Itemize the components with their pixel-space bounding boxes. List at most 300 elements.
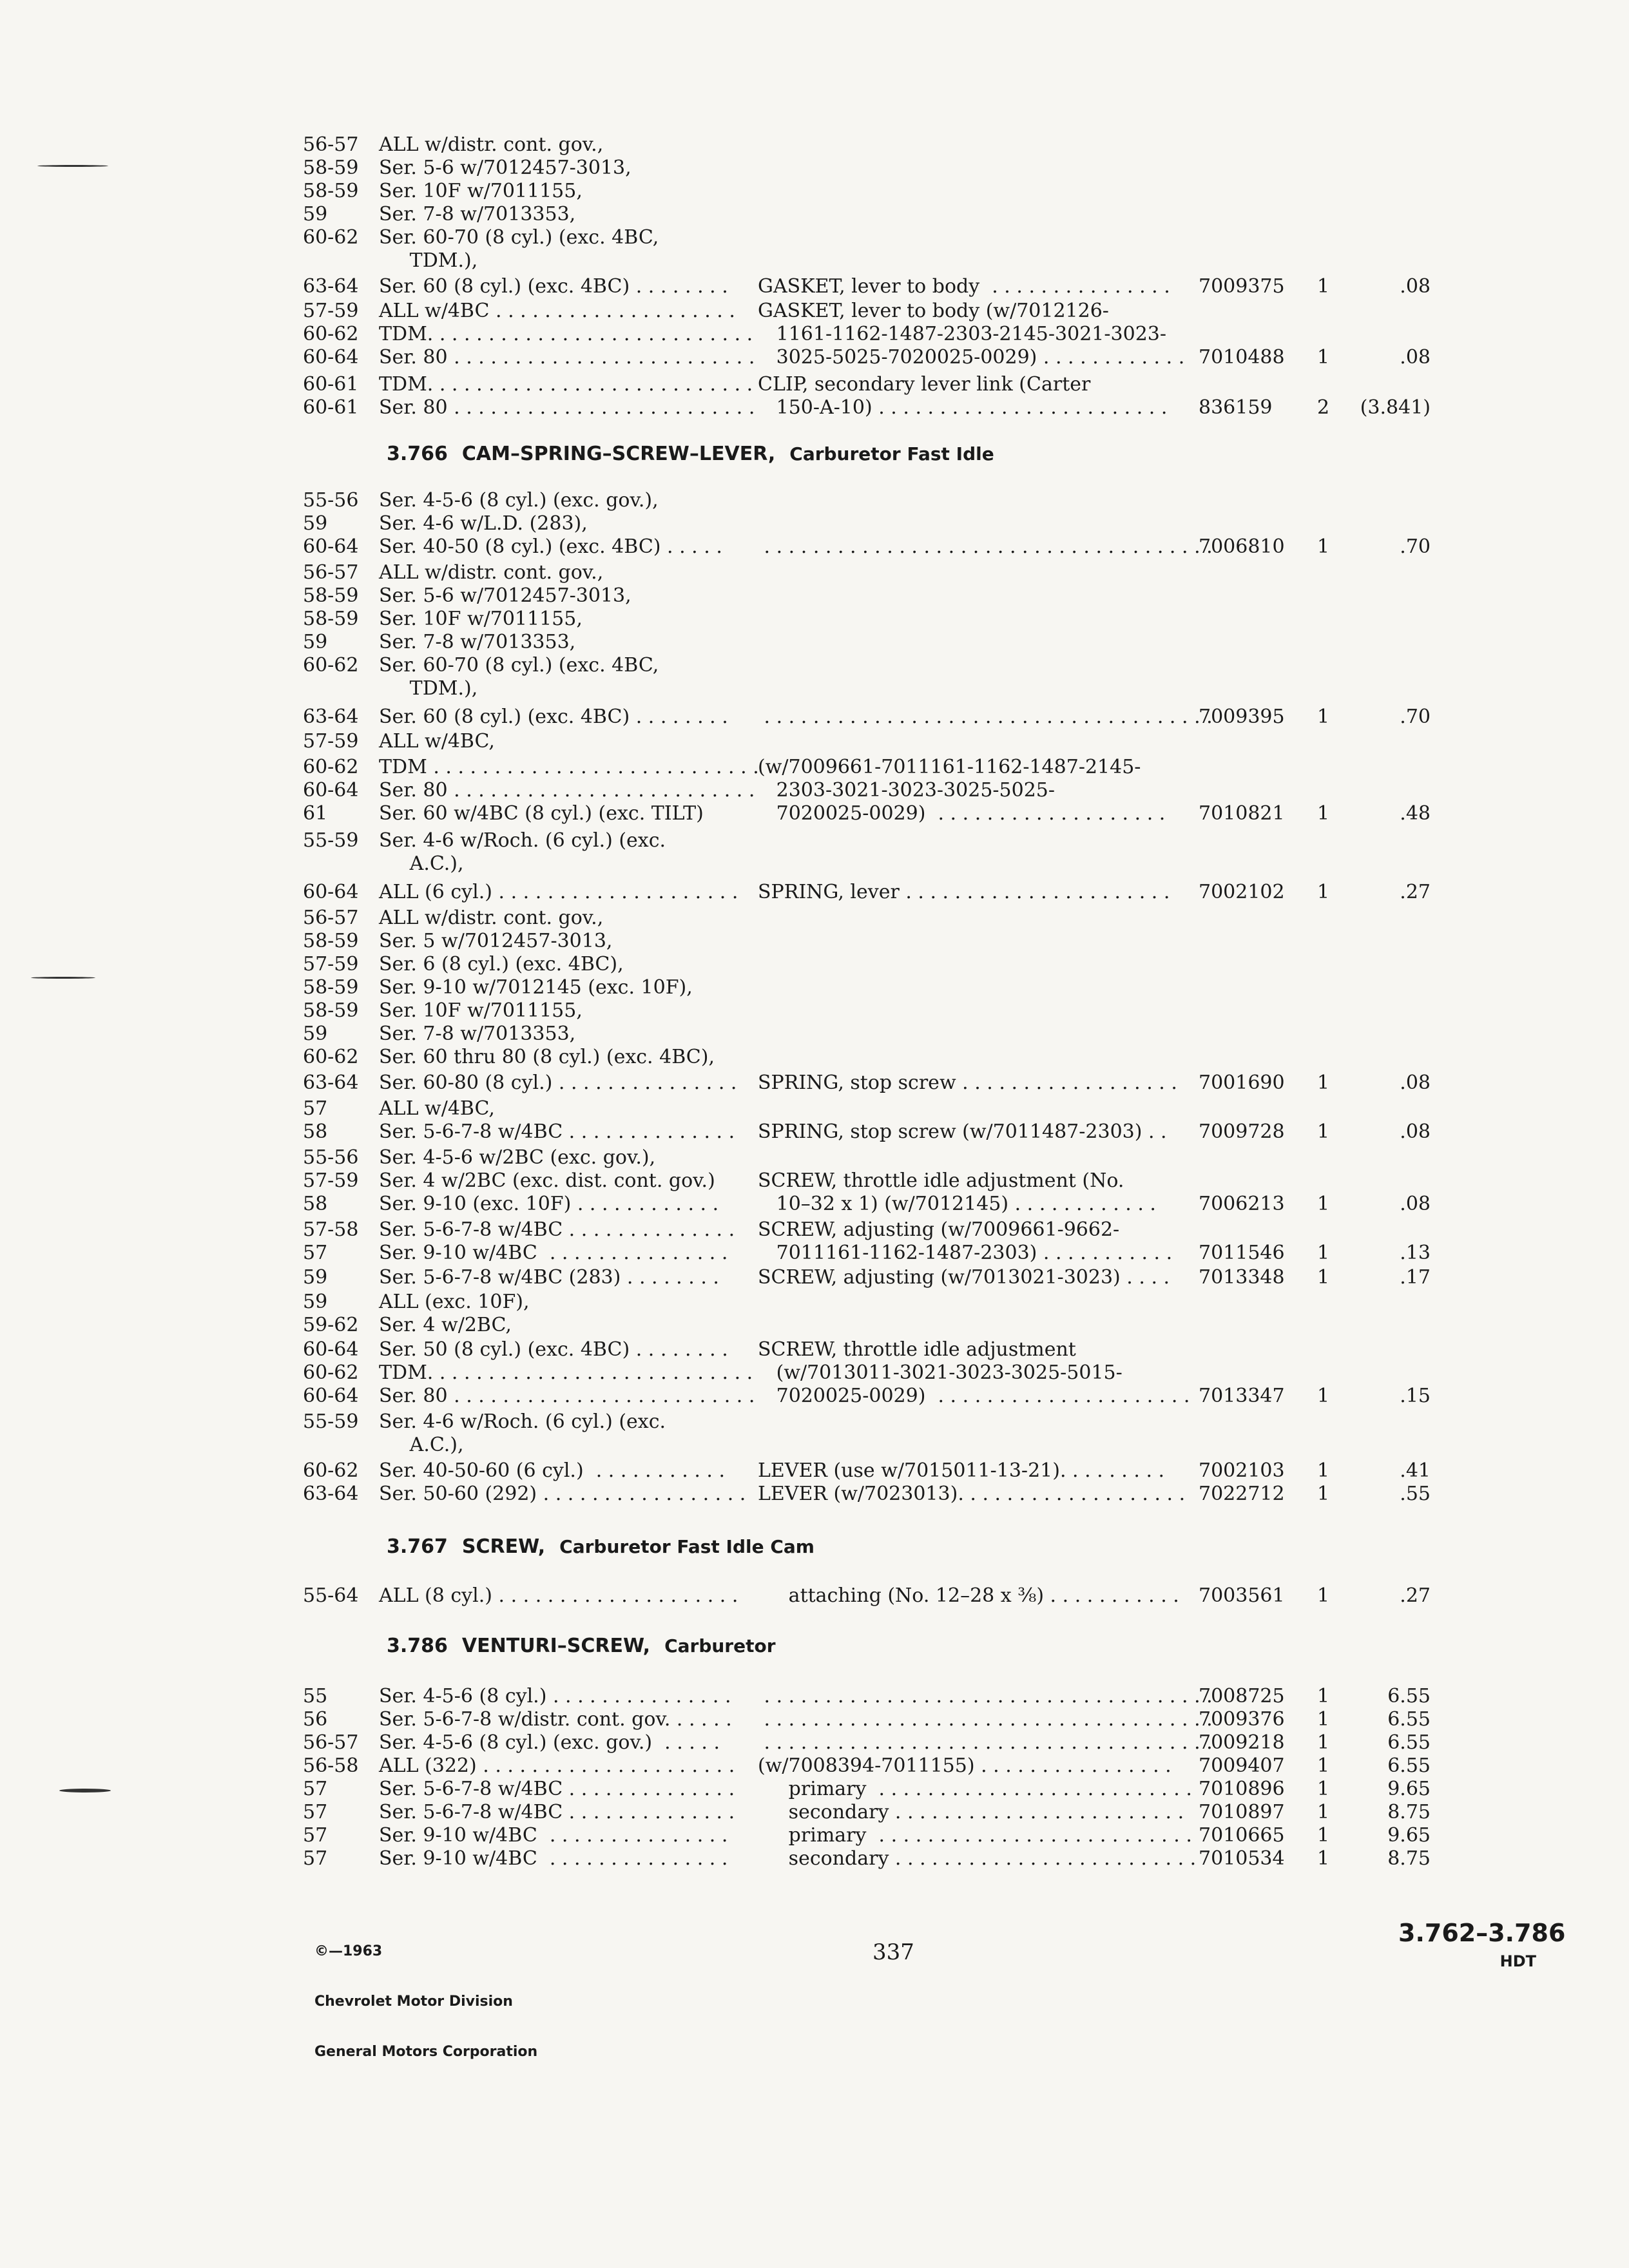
application-cell: ALL (322) . . . . . . . . . . . . . . . . . . . . .: [379, 1754, 735, 1777]
part-number-cell: 7009395: [1199, 706, 1285, 728]
part-row: [0, 801, 1629, 827]
part-row: [0, 1753, 1629, 1779]
part-number-cell: 7009407: [1199, 1754, 1285, 1777]
application-cell: Ser. 4-6 w/Roch. (6 cyl.) (exc.: [379, 1410, 666, 1433]
application-cell: Ser. 60 (8 cyl.) (exc. 4BC) . . . . . . . .: [379, 706, 728, 728]
part-name-cell: 10–32 x 1) (w/7012145) . . . . . . . . . . . .: [758, 1193, 1156, 1215]
part-number-cell: 7009376: [1199, 1708, 1285, 1731]
year-cell: 60-64: [303, 881, 359, 903]
price-cell: 9.65: [1387, 1824, 1431, 1847]
application-cell: Ser. 5-6-7-8 w/4BC . . . . . . . . . . . . . .: [379, 1218, 735, 1241]
year-cell: 59: [303, 203, 328, 226]
part-name-cell: SCREW, adjusting (w/7009661-9662-: [758, 1218, 1120, 1241]
price-cell: 6.55: [1387, 1754, 1431, 1777]
application-cell: TDM.),: [379, 677, 478, 700]
part-row: [0, 952, 1629, 977]
price-cell: 9.65: [1387, 1778, 1431, 1800]
year-cell: 59: [303, 631, 328, 653]
quantity-cell: 1: [1317, 1778, 1330, 1800]
part-row: [0, 274, 1629, 300]
part-row: [0, 1265, 1629, 1291]
year-cell: 56-57: [303, 1731, 359, 1754]
part-row: [0, 1217, 1629, 1243]
part-name-cell: 7020025-0029) . . . . . . . . . . . . . . . . . . .: [758, 802, 1166, 825]
part-row: [0, 1776, 1629, 1802]
price-cell: .27: [1400, 1584, 1431, 1607]
quantity-cell: 1: [1317, 1266, 1330, 1289]
application-cell: Ser. 7-8 w/7013353,: [379, 1023, 576, 1045]
part-row: [0, 1432, 1629, 1458]
year-cell: 55-56: [303, 1146, 359, 1169]
year-cell: 57: [303, 1847, 328, 1870]
part-number-cell: 7010488: [1199, 346, 1285, 369]
part-row: [0, 998, 1629, 1024]
part-name-cell: SCREW, throttle idle adjustment: [758, 1338, 1076, 1361]
part-row: [0, 345, 1629, 370]
quantity-cell: 1: [1317, 1120, 1330, 1143]
part-number-cell: 7010665: [1199, 1824, 1285, 1847]
part-name-cell: SPRING, stop screw . . . . . . . . . . . . . . . . . .: [758, 1072, 1177, 1094]
part-row: [0, 298, 1629, 324]
quantity-cell: 1: [1317, 802, 1330, 825]
year-cell: 56-57: [303, 907, 359, 929]
year-cell: 60-62: [303, 654, 359, 677]
part-number-cell: 7009375: [1199, 275, 1285, 298]
part-row: [0, 905, 1629, 931]
year-cell: 60-62: [303, 323, 359, 345]
application-cell: Ser. 80 . . . . . . . . . . . . . . . . . . . . . . . . .: [379, 346, 755, 369]
year-cell: 58-59: [303, 976, 359, 999]
price-cell: 8.75: [1387, 1847, 1431, 1870]
price-cell: .08: [1400, 1072, 1431, 1094]
part-row: [0, 729, 1629, 754]
application-cell: ALL (6 cyl.) . . . . . . . . . . . . . . . . . . . .: [379, 881, 738, 903]
year-cell: 57-59: [303, 1169, 359, 1192]
part-row: [0, 928, 1629, 954]
part-name-cell: . . . . . . . . . . . . . . . . . . . . . . . . . . . . . . . . . . . . .: [758, 535, 1213, 558]
price-cell: 6.55: [1387, 1708, 1431, 1731]
part-name-cell: 7011161-1162-1487-2303) . . . . . . . . . . .: [758, 1242, 1173, 1264]
part-number-cell: 7008725: [1199, 1685, 1285, 1707]
part-row: [0, 155, 1629, 181]
part-number-cell: 7013347: [1199, 1385, 1285, 1407]
year-cell: 60-61: [303, 396, 359, 419]
part-name-cell: 2303-3021-3023-3025-5025-: [758, 779, 1055, 802]
part-row: [0, 395, 1629, 421]
price-cell: .15: [1400, 1385, 1431, 1407]
section-subtitle: Carburetor Fast Idle: [789, 443, 994, 465]
application-cell: ALL (8 cyl.) . . . . . . . . . . . . . . . . . . . .: [379, 1584, 738, 1607]
part-name-cell: SCREW, adjusting (w/7013021-3023) . . . .: [758, 1266, 1170, 1289]
application-cell: Ser. 5-6-7-8 w/4BC . . . . . . . . . . . . . .: [379, 1778, 735, 1800]
quantity-cell: 1: [1317, 1824, 1330, 1847]
part-name-cell: SPRING, lever . . . . . . . . . . . . . . . . . . . . . .: [758, 881, 1170, 903]
application-cell: Ser. 4-5-6 (8 cyl.) (exc. gov.),: [379, 489, 659, 512]
part-name-cell: primary . . . . . . . . . . . . . . . . . . . . . . . . . .: [758, 1778, 1192, 1800]
section-subtitle: Carburetor: [664, 1635, 776, 1657]
price-cell: 6.55: [1387, 1685, 1431, 1707]
year-cell: 63-64: [303, 1072, 359, 1094]
year-cell: 57: [303, 1778, 328, 1800]
application-cell: Ser. 5-6-7-8 w/4BC . . . . . . . . . . . . . .: [379, 1120, 735, 1143]
part-row: [0, 248, 1629, 274]
part-row: [0, 1707, 1629, 1733]
year-cell: 59-62: [303, 1314, 359, 1336]
application-cell: TDM.),: [379, 249, 478, 272]
application-cell: Ser. 9-10 w/7012145 (exc. 10F),: [379, 976, 693, 999]
price-cell: .08: [1400, 275, 1431, 298]
part-name-cell: CLIP, secondary lever link (Carter: [758, 373, 1091, 396]
year-cell: 59: [303, 1266, 328, 1289]
year-cell: 58-59: [303, 584, 359, 607]
quantity-cell: 1: [1317, 1072, 1330, 1094]
footer-copyright: [314, 1910, 537, 2094]
part-number-cell: 7022712: [1199, 1483, 1285, 1505]
part-name-cell: secondary . . . . . . . . . . . . . . . . . . . . . . . . .: [758, 1847, 1197, 1870]
part-row: [0, 178, 1629, 204]
application-cell: Ser. 4-5-6 (8 cyl.) . . . . . . . . . . . . . . .: [379, 1685, 731, 1707]
part-name-cell: LEVER (use w/7015011-13-21). . . . . . . . .: [758, 1459, 1165, 1482]
year-cell: 57-59: [303, 730, 359, 753]
year-cell: 57: [303, 1801, 328, 1823]
year-cell: 60-64: [303, 779, 359, 802]
quantity-cell: 2: [1317, 396, 1330, 419]
margin-punch-mark: [37, 165, 108, 167]
quantity-cell: 1: [1317, 1708, 1330, 1731]
application-cell: Ser. 9-10 w/4BC . . . . . . . . . . . . . . .: [379, 1824, 728, 1847]
part-row: [0, 1240, 1629, 1266]
application-cell: ALL w/4BC,: [379, 1097, 495, 1120]
year-cell: 60-62: [303, 226, 359, 249]
part-name-cell: SPRING, stop screw (w/7011487-2303) . .: [758, 1120, 1167, 1143]
section-number: 3.786: [387, 1635, 448, 1657]
application-cell: Ser. 5 w/7012457-3013,: [379, 930, 613, 952]
year-cell: 57-59: [303, 300, 359, 322]
part-row: [0, 851, 1629, 877]
part-row: [0, 1481, 1629, 1507]
part-row: [0, 560, 1629, 586]
part-row: [0, 879, 1629, 905]
application-cell: Ser. 40-50-60 (6 cyl.) . . . . . . . . . . .: [379, 1459, 725, 1482]
part-number-cell: 7010534: [1199, 1847, 1285, 1870]
application-cell: Ser. 10F w/7011155,: [379, 999, 583, 1022]
part-row: [0, 202, 1629, 227]
part-row: [0, 1684, 1629, 1709]
application-cell: Ser. 10F w/7011155,: [379, 608, 583, 630]
year-cell: 60-62: [303, 1459, 359, 1482]
application-cell: Ser. 7-8 w/7013353,: [379, 203, 576, 226]
year-cell: 59: [303, 1023, 328, 1045]
year-cell: 55: [303, 1685, 328, 1707]
application-cell: Ser. 60-80 (8 cyl.) . . . . . . . . . . . . . . .: [379, 1072, 737, 1094]
part-name-cell: (w/7009661-7011161-1162-1487-2145-: [758, 756, 1141, 778]
part-row: [0, 1312, 1629, 1338]
application-cell: Ser. 4-6 w/Roch. (6 cyl.) (exc.: [379, 829, 666, 852]
section-range: 3.762–3.786: [1398, 1919, 1566, 1947]
year-cell: 63-64: [303, 275, 359, 298]
application-cell: Ser. 60 w/4BC (8 cyl.) (exc. TILT): [379, 802, 704, 825]
quantity-cell: 1: [1317, 1584, 1330, 1607]
application-cell: ALL (exc. 10F),: [379, 1291, 530, 1313]
section-number: 3.766: [387, 443, 448, 465]
year-cell: 60-62: [303, 1361, 359, 1384]
quantity-cell: 1: [1317, 1731, 1330, 1754]
part-row: [0, 1337, 1629, 1363]
quantity-cell: 1: [1317, 881, 1330, 903]
year-cell: 57-58: [303, 1218, 359, 1241]
part-number-cell: 7010821: [1199, 802, 1285, 825]
section-title: CAM–SPRING–SCREW–LEVER,: [461, 443, 776, 465]
part-row: [0, 1191, 1629, 1217]
footer-division: Chevrolet Motor Division: [314, 1994, 513, 2010]
price-cell: .08: [1400, 1120, 1431, 1143]
part-number-cell: 7006213: [1199, 1193, 1285, 1215]
application-cell: Ser. 80 . . . . . . . . . . . . . . . . . . . . . . . . .: [379, 396, 755, 419]
part-row: [0, 1044, 1629, 1070]
part-row: [0, 132, 1629, 158]
part-row: [0, 1409, 1629, 1435]
price-cell: 6.55: [1387, 1731, 1431, 1754]
quantity-cell: 1: [1317, 275, 1330, 298]
application-cell: Ser. 60-70 (8 cyl.) (exc. 4BC,: [379, 654, 659, 677]
year-cell: 55-59: [303, 829, 359, 852]
application-cell: Ser. 5-6-7-8 w/distr. cont. gov. . . . . .: [379, 1708, 732, 1731]
part-number-cell: 7010896: [1199, 1778, 1285, 1800]
year-cell: 56-58: [303, 1754, 359, 1777]
part-row: [0, 1846, 1629, 1872]
application-cell: ALL w/distr. cont. gov.,: [379, 907, 604, 929]
application-cell: A.C.),: [379, 1434, 464, 1456]
part-number-cell: 7002103: [1199, 1459, 1285, 1482]
part-name-cell: primary . . . . . . . . . . . . . . . . . . . . . . . . . .: [758, 1824, 1192, 1847]
year-cell: 58-59: [303, 180, 359, 202]
part-number-cell: 7013348: [1199, 1266, 1285, 1289]
year-cell: 58: [303, 1193, 328, 1215]
price-cell: .08: [1400, 346, 1431, 369]
part-name-cell: 7020025-0029) . . . . . . . . . . . . . . . . . . . . .: [758, 1385, 1190, 1407]
part-name-cell: 3025-5025-7020025-0029) . . . . . . . . . . . .: [758, 346, 1185, 369]
price-cell: .55: [1400, 1483, 1431, 1505]
margin-punch-mark: [31, 977, 95, 979]
part-row: [0, 653, 1629, 678]
part-row: [0, 372, 1629, 398]
quantity-cell: 1: [1317, 1754, 1330, 1777]
application-cell: Ser. 5-6-7-8 w/4BC (283) . . . . . . . .: [379, 1266, 719, 1289]
application-cell: Ser. 5-6 w/7012457-3013,: [379, 157, 631, 179]
year-cell: 61: [303, 802, 328, 825]
part-row: [0, 1070, 1629, 1096]
part-number-cell: 836159: [1199, 396, 1273, 419]
year-cell: 60-64: [303, 346, 359, 369]
year-cell: 63-64: [303, 706, 359, 728]
part-name-cell: (w/7008394-7011155) . . . . . . . . . . . . . . . .: [758, 1754, 1171, 1777]
application-cell: Ser. 4 w/2BC (exc. dist. cont. gov.): [379, 1169, 715, 1192]
price-cell: .17: [1400, 1266, 1431, 1289]
price-cell: .48: [1400, 802, 1431, 825]
quantity-cell: 1: [1317, 1483, 1330, 1505]
section-title: SCREW,: [461, 1535, 546, 1558]
part-row: [0, 1800, 1629, 1825]
section-heading: [387, 441, 1008, 467]
part-row: [0, 1168, 1629, 1194]
year-cell: 55-56: [303, 489, 359, 512]
quantity-cell: 1: [1317, 535, 1330, 558]
application-cell: Ser. 60 (8 cyl.) (exc. 4BC) . . . . . . . .: [379, 275, 728, 298]
price-cell: 8.75: [1387, 1801, 1431, 1823]
price-cell: (3.841): [1360, 396, 1431, 419]
part-name-cell: . . . . . . . . . . . . . . . . . . . . . . . . . . . . . . . . . . . . .: [758, 1731, 1213, 1754]
part-row: [0, 975, 1629, 1001]
application-cell: ALL w/distr. cont. gov.,: [379, 133, 604, 156]
application-cell: Ser. 4-6 w/L.D. (283),: [379, 512, 588, 535]
quantity-cell: 1: [1317, 1685, 1330, 1707]
year-cell: 60-62: [303, 1046, 359, 1068]
application-cell: ALL w/4BC . . . . . . . . . . . . . . . . . . . .: [379, 300, 735, 322]
application-cell: Ser. 60-70 (8 cyl.) (exc. 4BC,: [379, 226, 659, 249]
margin-punch-mark: [59, 1789, 111, 1792]
part-name-cell: . . . . . . . . . . . . . . . . . . . . . . . . . . . . . . . . . . . . .: [758, 706, 1213, 728]
application-cell: Ser. 10F w/7011155,: [379, 180, 583, 202]
part-row: [0, 828, 1629, 854]
part-row: [0, 754, 1629, 780]
part-row: [0, 1119, 1629, 1145]
part-number-cell: 7009728: [1199, 1120, 1285, 1143]
year-cell: 57: [303, 1242, 328, 1264]
year-cell: 57-59: [303, 953, 359, 975]
part-row: [0, 1383, 1629, 1409]
part-row: [0, 629, 1629, 655]
part-name-cell: . . . . . . . . . . . . . . . . . . . . . . . . . . . . . . . . . . . . .: [758, 1708, 1213, 1731]
year-cell: 56-57: [303, 133, 359, 156]
application-cell: Ser. 80 . . . . . . . . . . . . . . . . . . . . . . . . .: [379, 779, 755, 802]
part-row: [0, 704, 1629, 730]
year-cell: 58-59: [303, 608, 359, 630]
part-name-cell: 150-A-10) . . . . . . . . . . . . . . . . . . . . . . . .: [758, 396, 1168, 419]
footer-copyright-year: ©—1963: [314, 1943, 383, 1959]
application-cell: Ser. 80 . . . . . . . . . . . . . . . . . . . . . . . . .: [379, 1385, 755, 1407]
part-row: [0, 1021, 1629, 1047]
part-name-cell: secondary . . . . . . . . . . . . . . . . . . . . . . . .: [758, 1801, 1184, 1823]
part-name-cell: LEVER (w/7023013). . . . . . . . . . . . . . . . . . .: [758, 1483, 1186, 1505]
price-cell: .08: [1400, 1193, 1431, 1215]
section-heading: [387, 1633, 790, 1659]
application-cell: Ser. 40-50 (8 cyl.) (exc. 4BC) . . . . .: [379, 535, 722, 558]
quantity-cell: 1: [1317, 1847, 1330, 1870]
part-number-cell: 7001690: [1199, 1072, 1285, 1094]
part-number-cell: 7010897: [1199, 1801, 1285, 1823]
part-number-cell: 7002102: [1199, 881, 1285, 903]
year-cell: 60-64: [303, 1338, 359, 1361]
part-name-cell: . . . . . . . . . . . . . . . . . . . . . . . . . . . . . . . . . . . . .: [758, 1685, 1213, 1707]
part-row: [0, 488, 1629, 514]
year-cell: 55-59: [303, 1410, 359, 1433]
price-cell: .70: [1400, 706, 1431, 728]
year-cell: 57: [303, 1824, 328, 1847]
part-row: [0, 606, 1629, 632]
year-cell: 59: [303, 1291, 328, 1313]
part-name-cell: GASKET, lever to body . . . . . . . . . . . . . . .: [758, 275, 1170, 298]
application-cell: Ser. 7-8 w/7013353,: [379, 631, 576, 653]
year-cell: 60-61: [303, 373, 359, 396]
part-name-cell: 1161-1162-1487-2303-2145-3021-3023-: [758, 323, 1166, 345]
part-name-cell: GASKET, lever to body (w/7012126-: [758, 300, 1109, 322]
application-cell: TDM. . . . . . . . . . . . . . . . . . . . . . . . . . .: [379, 1361, 753, 1384]
footer-corporation: General Motors Corporation: [314, 2044, 538, 2060]
year-cell: 60-62: [303, 756, 359, 778]
part-row: [0, 583, 1629, 609]
year-cell: 59: [303, 512, 328, 535]
page-number: 337: [872, 1939, 914, 1965]
year-cell: 56-57: [303, 561, 359, 584]
application-cell: Ser. 5-6 w/7012457-3013,: [379, 584, 631, 607]
part-row: [0, 1823, 1629, 1849]
application-cell: Ser. 60 thru 80 (8 cyl.) (exc. 4BC),: [379, 1046, 715, 1068]
part-name-cell: attaching (No. 12–28 x ⅜) . . . . . . . . . . .: [758, 1584, 1179, 1607]
part-row: [0, 534, 1629, 560]
application-cell: Ser. 9-10 w/4BC . . . . . . . . . . . . . . .: [379, 1242, 728, 1264]
application-cell: A.C.),: [379, 852, 464, 875]
part-row: [0, 225, 1629, 251]
part-row: [0, 1096, 1629, 1122]
part-row: [0, 1583, 1629, 1609]
section-subtitle: Carburetor Fast Idle Cam: [559, 1536, 815, 1557]
year-cell: 60-64: [303, 535, 359, 558]
section-number: 3.767: [387, 1535, 448, 1558]
part-row: [0, 511, 1629, 537]
quantity-cell: 1: [1317, 1242, 1330, 1264]
quantity-cell: 1: [1317, 1801, 1330, 1823]
year-cell: 58-59: [303, 157, 359, 179]
application-cell: Ser. 4-5-6 (8 cyl.) (exc. gov.) . . . . .: [379, 1731, 720, 1754]
application-cell: Ser. 5-6-7-8 w/4BC . . . . . . . . . . . . . .: [379, 1801, 735, 1823]
price-cell: .41: [1400, 1459, 1431, 1482]
year-cell: 63-64: [303, 1483, 359, 1505]
application-cell: Ser. 50-60 (292) . . . . . . . . . . . . . . . . .: [379, 1483, 746, 1505]
application-cell: Ser. 9-10 w/4BC . . . . . . . . . . . . . . .: [379, 1847, 728, 1870]
part-name-cell: SCREW, throttle idle adjustment (No.: [758, 1169, 1124, 1192]
price-cell: .27: [1400, 881, 1431, 903]
application-cell: Ser. 50 (8 cyl.) (exc. 4BC) . . . . . . . .: [379, 1338, 728, 1361]
application-cell: Ser. 6 (8 cyl.) (exc. 4BC),: [379, 953, 624, 975]
quantity-cell: 1: [1317, 1459, 1330, 1482]
quantity-cell: 1: [1317, 1385, 1330, 1407]
year-cell: 60-64: [303, 1385, 359, 1407]
price-cell: .13: [1400, 1242, 1431, 1264]
application-cell: Ser. 9-10 (exc. 10F) . . . . . . . . . . . .: [379, 1193, 719, 1215]
application-cell: Ser. 4-5-6 w/2BC (exc. gov.),: [379, 1146, 656, 1169]
year-cell: 58-59: [303, 999, 359, 1022]
quantity-cell: 1: [1317, 706, 1330, 728]
part-name-cell: (w/7013011-3021-3023-3025-5015-: [758, 1361, 1123, 1384]
application-cell: TDM. . . . . . . . . . . . . . . . . . . . . . . . . . .: [379, 323, 753, 345]
quantity-cell: 1: [1317, 1193, 1330, 1215]
part-row: [0, 1730, 1629, 1756]
part-row: [0, 1360, 1629, 1386]
part-number-cell: 7003561: [1199, 1584, 1285, 1607]
application-cell: Ser. 4 w/2BC,: [379, 1314, 512, 1336]
part-number-cell: 7011546: [1199, 1242, 1285, 1264]
application-cell: TDM. . . . . . . . . . . . . . . . . . . . . . . . . . .: [379, 373, 753, 396]
year-cell: 56: [303, 1708, 328, 1731]
year-cell: 58: [303, 1120, 328, 1143]
part-row: [0, 322, 1629, 347]
year-cell: 57: [303, 1097, 328, 1120]
price-cell: .70: [1400, 535, 1431, 558]
quantity-cell: 1: [1317, 346, 1330, 369]
part-number-cell: 7006810: [1199, 535, 1285, 558]
part-row: [0, 676, 1629, 702]
part-row: [0, 1458, 1629, 1484]
